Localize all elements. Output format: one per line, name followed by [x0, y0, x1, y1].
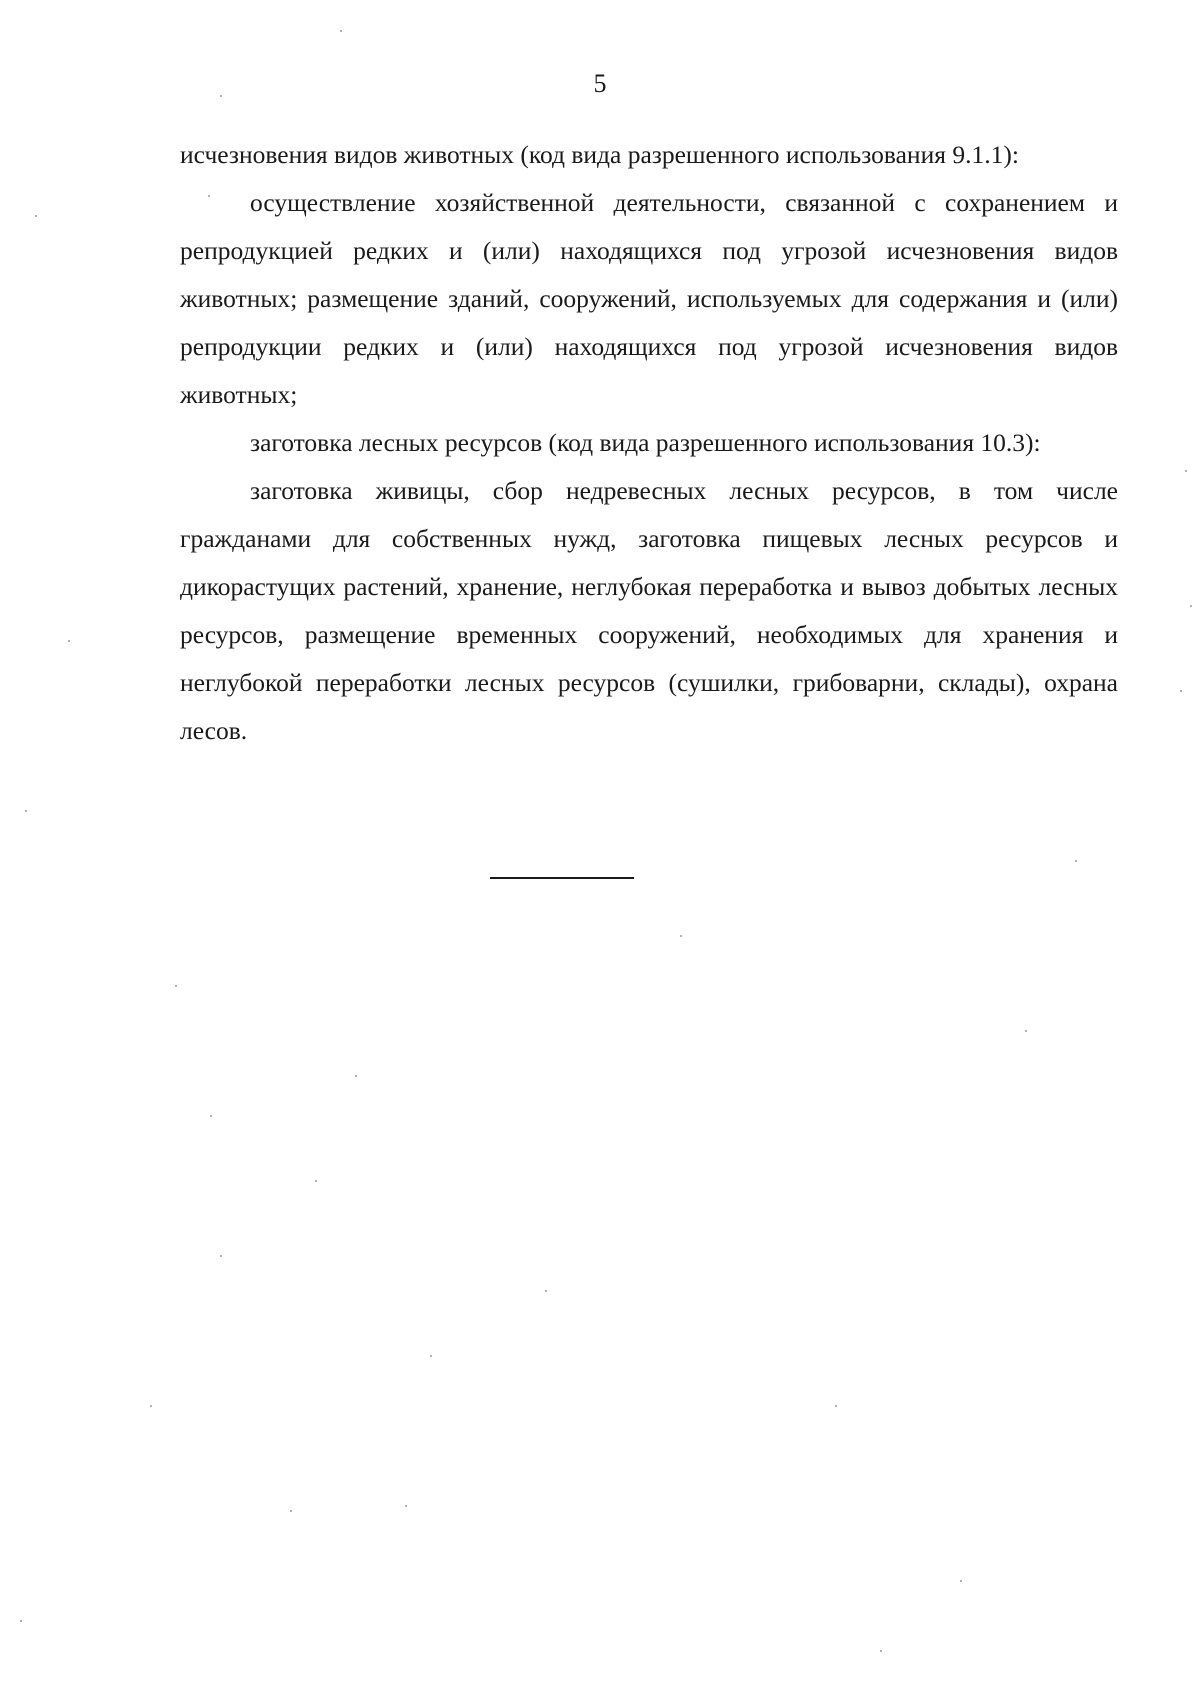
- scan-speck: [35, 215, 37, 217]
- scan-speck: [220, 1255, 222, 1257]
- scan-speck: [680, 935, 682, 937]
- scan-speck: [545, 1290, 547, 1292]
- body-text: [180, 131, 1118, 755]
- paragraph-animal-reproduction: осуществление хозяйственной деятельности, связанной с сохранением и репродукцией редких и (или) находящихся под угрозой исчезновения видов животных; размещение зданий, сооружений, используемых для содержания и (или) репродукции редких и (или) находящихся под угрозой исчезновения видов животных;: [180, 188, 1118, 409]
- scan-speck: [208, 195, 210, 197]
- page-number: 5: [593, 69, 607, 98]
- scan-speck: [25, 810, 27, 812]
- scan-speck: [315, 1180, 317, 1182]
- scan-speck: [405, 1505, 407, 1507]
- scan-speck: [430, 1355, 432, 1357]
- scan-speck: [355, 1075, 357, 1077]
- scan-speck: [1025, 1030, 1027, 1032]
- scan-speck: [210, 1115, 212, 1117]
- scan-speck: [835, 1405, 837, 1407]
- scan-speck: [1075, 860, 1077, 862]
- scan-speck: [960, 1580, 962, 1582]
- scan-speck: [220, 95, 222, 97]
- scan-speck: [1190, 605, 1192, 607]
- scan-speck: [1180, 690, 1182, 692]
- end-of-text-rule: [490, 877, 634, 879]
- scan-speck: [340, 30, 342, 32]
- scan-speck: [150, 1405, 152, 1407]
- scan-speck: [175, 985, 177, 987]
- scan-speck: [1185, 470, 1187, 472]
- scan-speck: [20, 1620, 22, 1622]
- scan-speck: [68, 640, 70, 642]
- paragraph-forest-resources: заготовка живицы, сбор недревесных лесных ресурсов, в том числе гражданами для собственных нужд, заготовка пищевых лесных ресурсов и дикорастущих растений, хранение, неглубокая переработка и вывоз добытых лесных ресурсов, размещение временных сооружений, необходимых для хранения и неглубокой переработки лесных ресурсов (сушилки, грибоварни, склады), охрана лесов.: [180, 476, 1118, 745]
- scan-speck: [880, 1650, 882, 1652]
- scan-speck: [290, 1510, 292, 1512]
- paragraph-continuation: исчезновения видов животных (код вида разрешенного использования 9.1.1):: [180, 140, 1019, 169]
- paragraph-forest-resources-heading: заготовка лесных ресурсов (код вида разрешенного использования 10.3):: [250, 428, 1041, 457]
